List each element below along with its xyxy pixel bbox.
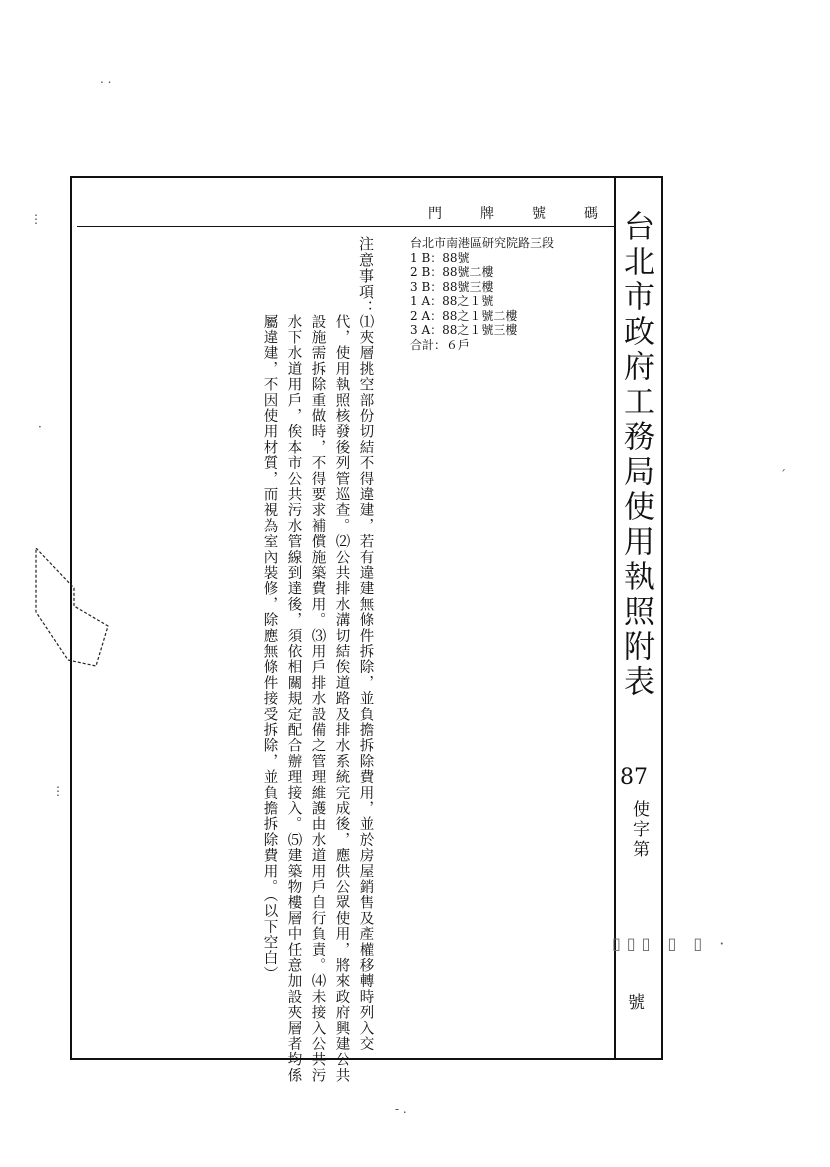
form-title: 台北市政府工務局使用執照附表 <box>618 210 654 700</box>
address-line: 台北市南港區研究院路三段 <box>410 236 555 250</box>
address-line: 3 A：88之１號三樓 <box>410 323 518 337</box>
address-line: 1 A：88之１號 <box>410 294 494 308</box>
scan-speck: . . <box>100 72 112 86</box>
note-column: 代，使用執照核發後列管巡查。⑵公共排水溝切結俟道路及排水系統完成後，應供公眾使用，將來政府興建公共 <box>333 314 350 1084</box>
note-column: 水下水道用戶，俟本市公共污水管線到達後，須依相關規定配合辦理接入。⑸建築物樓層中任意加設夾層者均係 <box>285 314 302 1084</box>
header-char: 號 <box>532 206 546 222</box>
document-number-prefix: 使字第 <box>629 800 649 860</box>
note-column: 屬違建，不因使用材質，而視為室內裝修，除應無條件接受拆除，並負擔拆除費用。（以下空白） <box>261 314 278 982</box>
address-column-header <box>428 203 598 223</box>
scan-speck: ⋮ <box>30 212 42 226</box>
address-line: 2 A：88之１號二樓 <box>410 308 518 323</box>
notes-title: 注意事項： <box>357 236 375 316</box>
header-char: 牌 <box>480 206 494 222</box>
header-char: 碼 <box>584 206 598 222</box>
address-line: 合計：６戶 <box>410 337 471 352</box>
scan-speck: ⋮ <box>52 784 64 798</box>
title-column-divider <box>614 178 616 1058</box>
scan-speck: ˊ <box>780 468 786 482</box>
folded-tab-mark <box>30 548 110 668</box>
address-line: 3 B：88號三樓 <box>410 279 494 294</box>
note-column: ⑴夾層挑空部份切結不得違建，若有違建無條件拆除，並負擔拆除費用，並於房屋銷售及產權移轉時列入交 <box>357 314 374 1052</box>
scan-speck: · <box>38 420 42 434</box>
address-line: 1 B：88號 <box>410 250 470 265</box>
document-number-suffix: 號 <box>628 993 645 1013</box>
faded-stamp-marks: ▯▯▯ ▯ ▯ · <box>612 934 731 953</box>
header-char: 門 <box>428 206 442 222</box>
address-line: 2 B：88號二樓 <box>410 265 494 279</box>
address-list <box>410 236 554 352</box>
header-rule <box>77 226 614 227</box>
scan-speck: - . <box>395 1102 407 1116</box>
note-column: 設施需拆除重做時，不得要求補償施築費用。⑶用戶排水設備之管理維護由水道用戶自行負責。⑷未接入公共污 <box>309 314 326 1084</box>
document-number: 87 <box>620 765 648 790</box>
